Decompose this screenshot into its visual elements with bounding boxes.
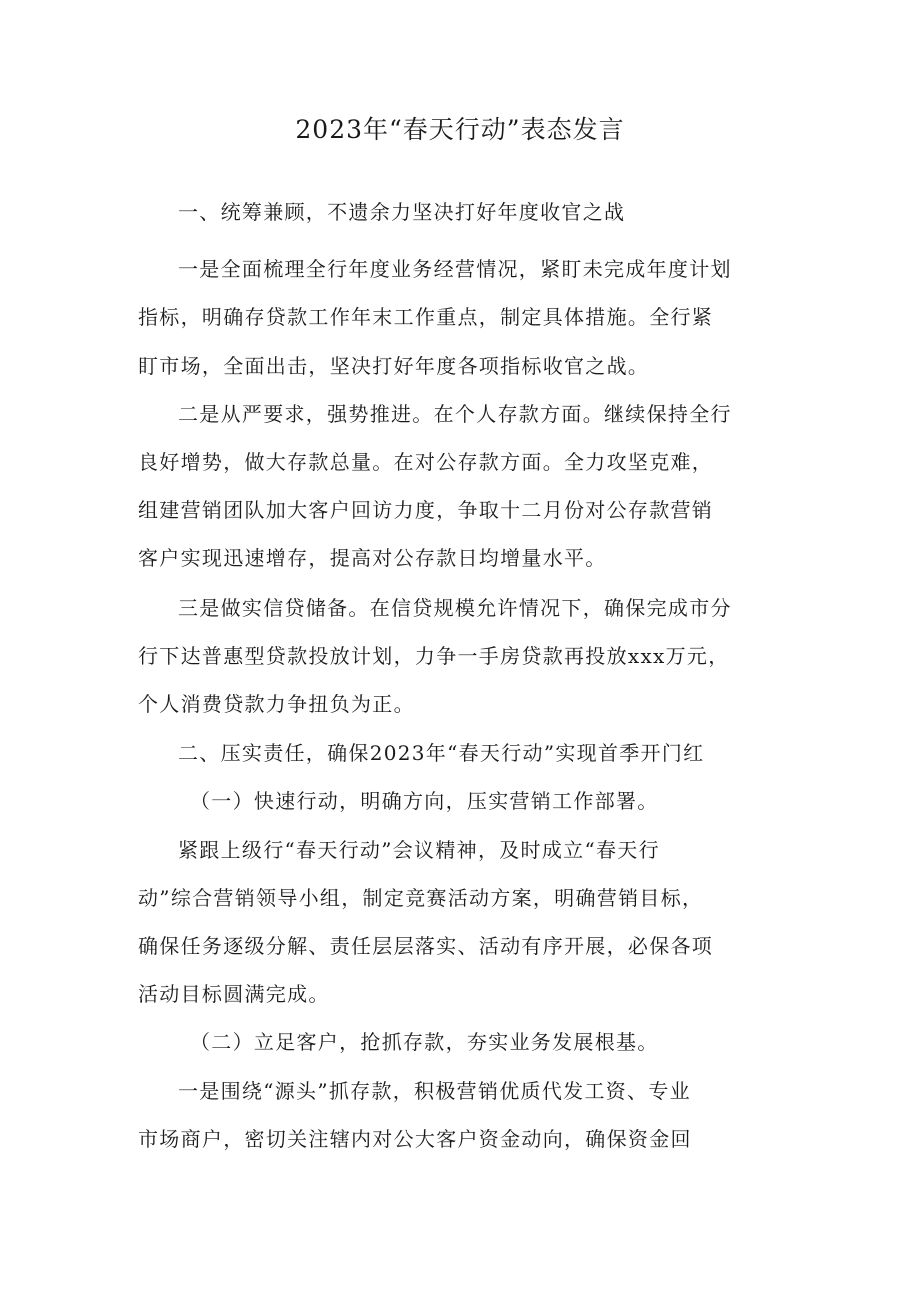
paragraph-line: 良好增势，做大存款总量。在对公存款方面。全力攻坚克难， xyxy=(138,450,714,474)
paragraph-line: 市场商户，密切关注辖内对公大客户资金动向，确保资金回 xyxy=(138,1127,692,1151)
paragraph-line: 活动目标圆满完成。 xyxy=(138,982,330,1006)
paragraph-line: 行下达普惠型贷款投放计划，力争一手房贷款再投放xxx万元， xyxy=(138,644,730,668)
paragraph-line: 组建营销团队加大客户回访力度，争取十二月份对公存款营销 xyxy=(138,498,714,522)
section-heading-2: 二、压实责任，确保2023年“春天行动”实现首季开门红 xyxy=(178,741,705,765)
paragraph-line: 个人消费贷款力争扭负为正。 xyxy=(138,692,415,716)
paragraph-line: 指标，明确存贷款工作年末工作重点，制定具体措施。全行紧 xyxy=(138,305,714,329)
paragraph-line: 动”综合营销领导小组，制定竞赛活动方案，明确营销目标， xyxy=(138,886,704,910)
subsection-heading: （二）立足客户，抢抓存款，夯实业务发展根基。 xyxy=(190,1030,659,1054)
section-heading-1: 一、统筹兼顾，不遗余力坚决打好年度收官之战 xyxy=(178,200,626,224)
subsection-heading: （一）快速行动，明确方向，压实营销工作部署。 xyxy=(190,789,659,813)
paragraph-line: 确保任务逐级分解、责任层层落实、活动有序开展，必保各项 xyxy=(138,934,714,958)
paragraph-line: 三是做实信贷储备。在信贷规模允许情况下，确保完成市分 xyxy=(178,596,732,620)
document-title: 2023年“春天行动”表态发言 xyxy=(295,115,625,144)
paragraph-line: 二是从严要求，强势推进。在个人存款方面。继续保持全行 xyxy=(178,402,732,426)
paragraph-line: 客户实现迅速增存，提高对公存款日均增量水平。 xyxy=(138,546,607,570)
paragraph-line: 盯市场，全面出击，坚决打好年度各项指标收官之战。 xyxy=(138,354,650,378)
paragraph-line: 一是全面梳理全行年度业务经营情况，紧盯未完成年度计划 xyxy=(178,257,732,281)
paragraph-line: 一是围绕“源头”抓存款，积极营销优质代发工资、专业 xyxy=(178,1079,691,1103)
paragraph-line: 紧跟上级行“春天行动”会议精神，及时成立“春天行 xyxy=(178,838,660,862)
